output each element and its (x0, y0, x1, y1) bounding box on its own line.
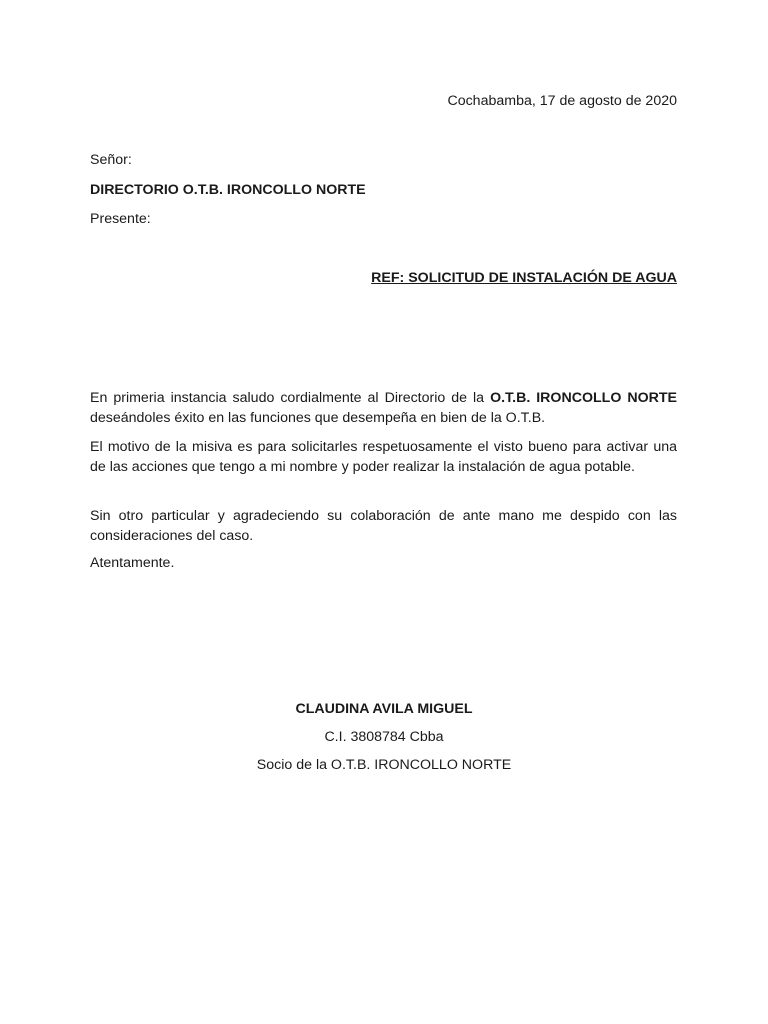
reference-line: REF: SOLICITUD DE INSTALACIÓN DE AGUA (371, 270, 677, 286)
paragraph-greeting (90, 388, 677, 428)
paragraph-greeting-part1: En primeria instancia saludo cordialmente al Directorio de la (90, 390, 491, 406)
paragraph-greeting-bold: O.T.B. IRONCOLLO NORTE (490, 390, 678, 406)
presente: Presente: (90, 211, 151, 227)
salutation: Señor: (90, 152, 132, 168)
recipient: DIRECTORIO O.T.B. IRONCOLLO NORTE (90, 182, 366, 198)
closing: Atentamente. (90, 555, 175, 571)
paragraph-closing: Sin otro particular y agradeciendo su colaboración de ante mano me despido con las consideraciones del caso. (90, 508, 677, 544)
signature-id: C.I. 3808784 Cbba (324, 729, 444, 745)
signature-name: CLAUDINA AVILA MIGUEL (295, 701, 473, 717)
paragraph-motive: El motivo de la misiva es para solicitarles respetuosamente el visto bueno para activar una de las acciones que tengo a mi nombre y poder realizar la instalación de agua potable. (90, 439, 677, 475)
letter-date: Cochabamba, 17 de agosto de 2020 (447, 93, 677, 109)
signature-role: Socio de la O.T.B. IRONCOLLO NORTE (256, 757, 512, 773)
paragraph-greeting-part2: deseándoles éxito en las funciones que desempeña en bien de la O.T.B. (90, 410, 546, 426)
